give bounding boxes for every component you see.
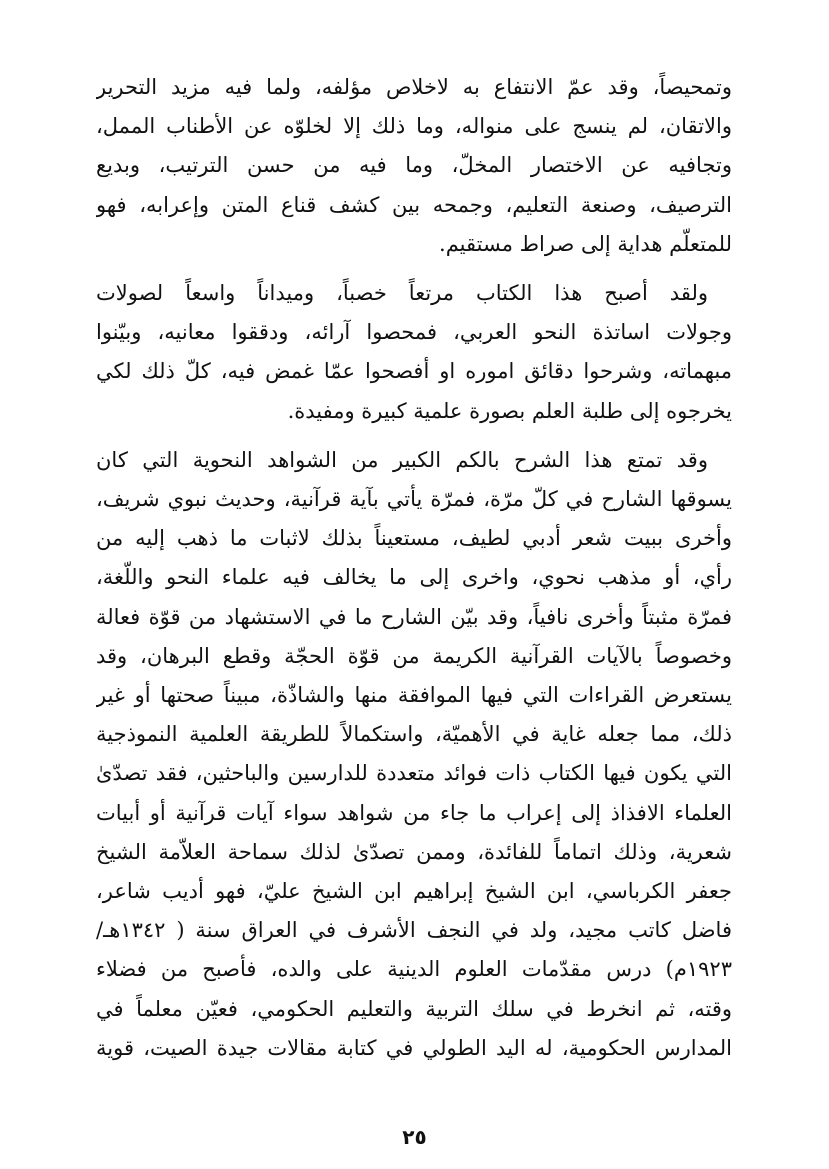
text-line: ولقد أصبح هذا الكتاب مرتعاً خصباً، وميداناً واسعاً لصولات <box>96 281 708 306</box>
text-line: وتمحيصاً، وقد عمّ الانتفاع به لاخلاص مؤلفه، ولما فيه مزيد التحرير <box>96 75 732 99</box>
text-line: شعرية، وذلك اتماماً للفائدة، وممن تصدّىٰ لذلك سماحة العلاّمة الشيخ <box>96 839 732 864</box>
paragraph-2 <box>96 274 732 431</box>
text-line: وأخرى ببيت شعر أدبي لطيف، مستعيناً بذلك لاثبات ما ذهب إليه من <box>96 526 732 551</box>
text-line: وتجافيه عن الاختصار المخلّ، وما فيه من حسن الترتيب، وبديع <box>96 153 732 178</box>
text-line: ذلك، مما جعله غاية في الأهميّة، واستكمالاً للطريقة العلمية النموذجية <box>96 722 732 747</box>
text-line: وجولات اساتذة النحو العربي، فمحصوا آرائه، ودققوا معانيه، وبيّنوا <box>96 320 732 345</box>
text-line: والاتقان، لم ينسج على منواله، وما ذلك إلا لخلوّه عن الأطناب الممل، <box>96 114 732 139</box>
text-line: يسوقها الشارح في كلّ مرّة، فمرّة يأتي بآية قرآنية، وحديث نبوي شريف، <box>96 487 732 512</box>
text-line: التي يكون فيها الكتاب ذات فوائد متعددة للدارسين والباحثين، فقد تصدّىٰ <box>96 761 732 786</box>
text-line: الترصيف، وصنعة التعليم، وجمحه بين كشف قناع المتن وإعرابه، فهو <box>96 192 732 217</box>
text-line: فمرّة مثبتاً وأخرى نافياً، وقد بيّن الشارح ما في الاستشهاد من قوّة فعالة <box>96 604 732 629</box>
paragraph-3 <box>96 441 732 1068</box>
text-line: للمتعلّم هداية إلى صراط مستقيم. <box>439 231 732 256</box>
text-line: وقد تمتع هذا الشرح بالكم الكبير من الشواهد النحوية التي كان <box>96 447 708 472</box>
document-body <box>96 68 732 1068</box>
text-line: يخرجوه إلى طلبة العلم بصورة علمية كبيرة ومفيدة. <box>287 398 732 423</box>
text-line: جعفر الكرباسي، ابن الشيخ إبراهيم ابن الشيخ عليّ، فهو أديب شاعر، <box>96 879 732 904</box>
text-line: وخصوصاً بالآيات القرآنية الكريمة من قوّة الحجّة وقطع البرهان، وقد <box>96 643 732 668</box>
text-line: مبهماته، وشرحوا دقائق اموره او أفصحوا عمّا غمض فيه، كلّ ذلك لكي <box>96 359 732 384</box>
text-line: يستعرض القراءات التي فيها الموافقة منها والشاذّة، مبيناً صحتها أو غير <box>96 683 732 708</box>
text-line: رأي، أو مذهب نحوي، واخرى إلى ما يخالف فيه علماء النحو واللّغة، <box>96 565 732 590</box>
page-number: ٢٥ <box>402 1125 427 1149</box>
text-line: المدارس الحكومية، له اليد الطولي في كتابة مقالات جيدة الصيت، قوية <box>96 1035 732 1060</box>
text-line: ١٩٢٣م) درس مقدّمات العلوم الدينية على والده، فأصبح من فضلاء <box>96 957 732 982</box>
paragraph-1 <box>96 68 732 264</box>
text-line: العلماء الافذاذ إلى إعراب ما جاء من شواهد سواء آيات قرآنية أو أبيات <box>96 800 732 825</box>
text-line: وقته، ثم انخرط في سلك التربية والتعليم الحكومي، فعيّن معلماً في <box>96 996 732 1021</box>
text-line: فاضل كاتب مجيد، ولد في النجف الأشرف في العراق سنة ( ١٣٤٢هـ/ <box>96 918 732 943</box>
